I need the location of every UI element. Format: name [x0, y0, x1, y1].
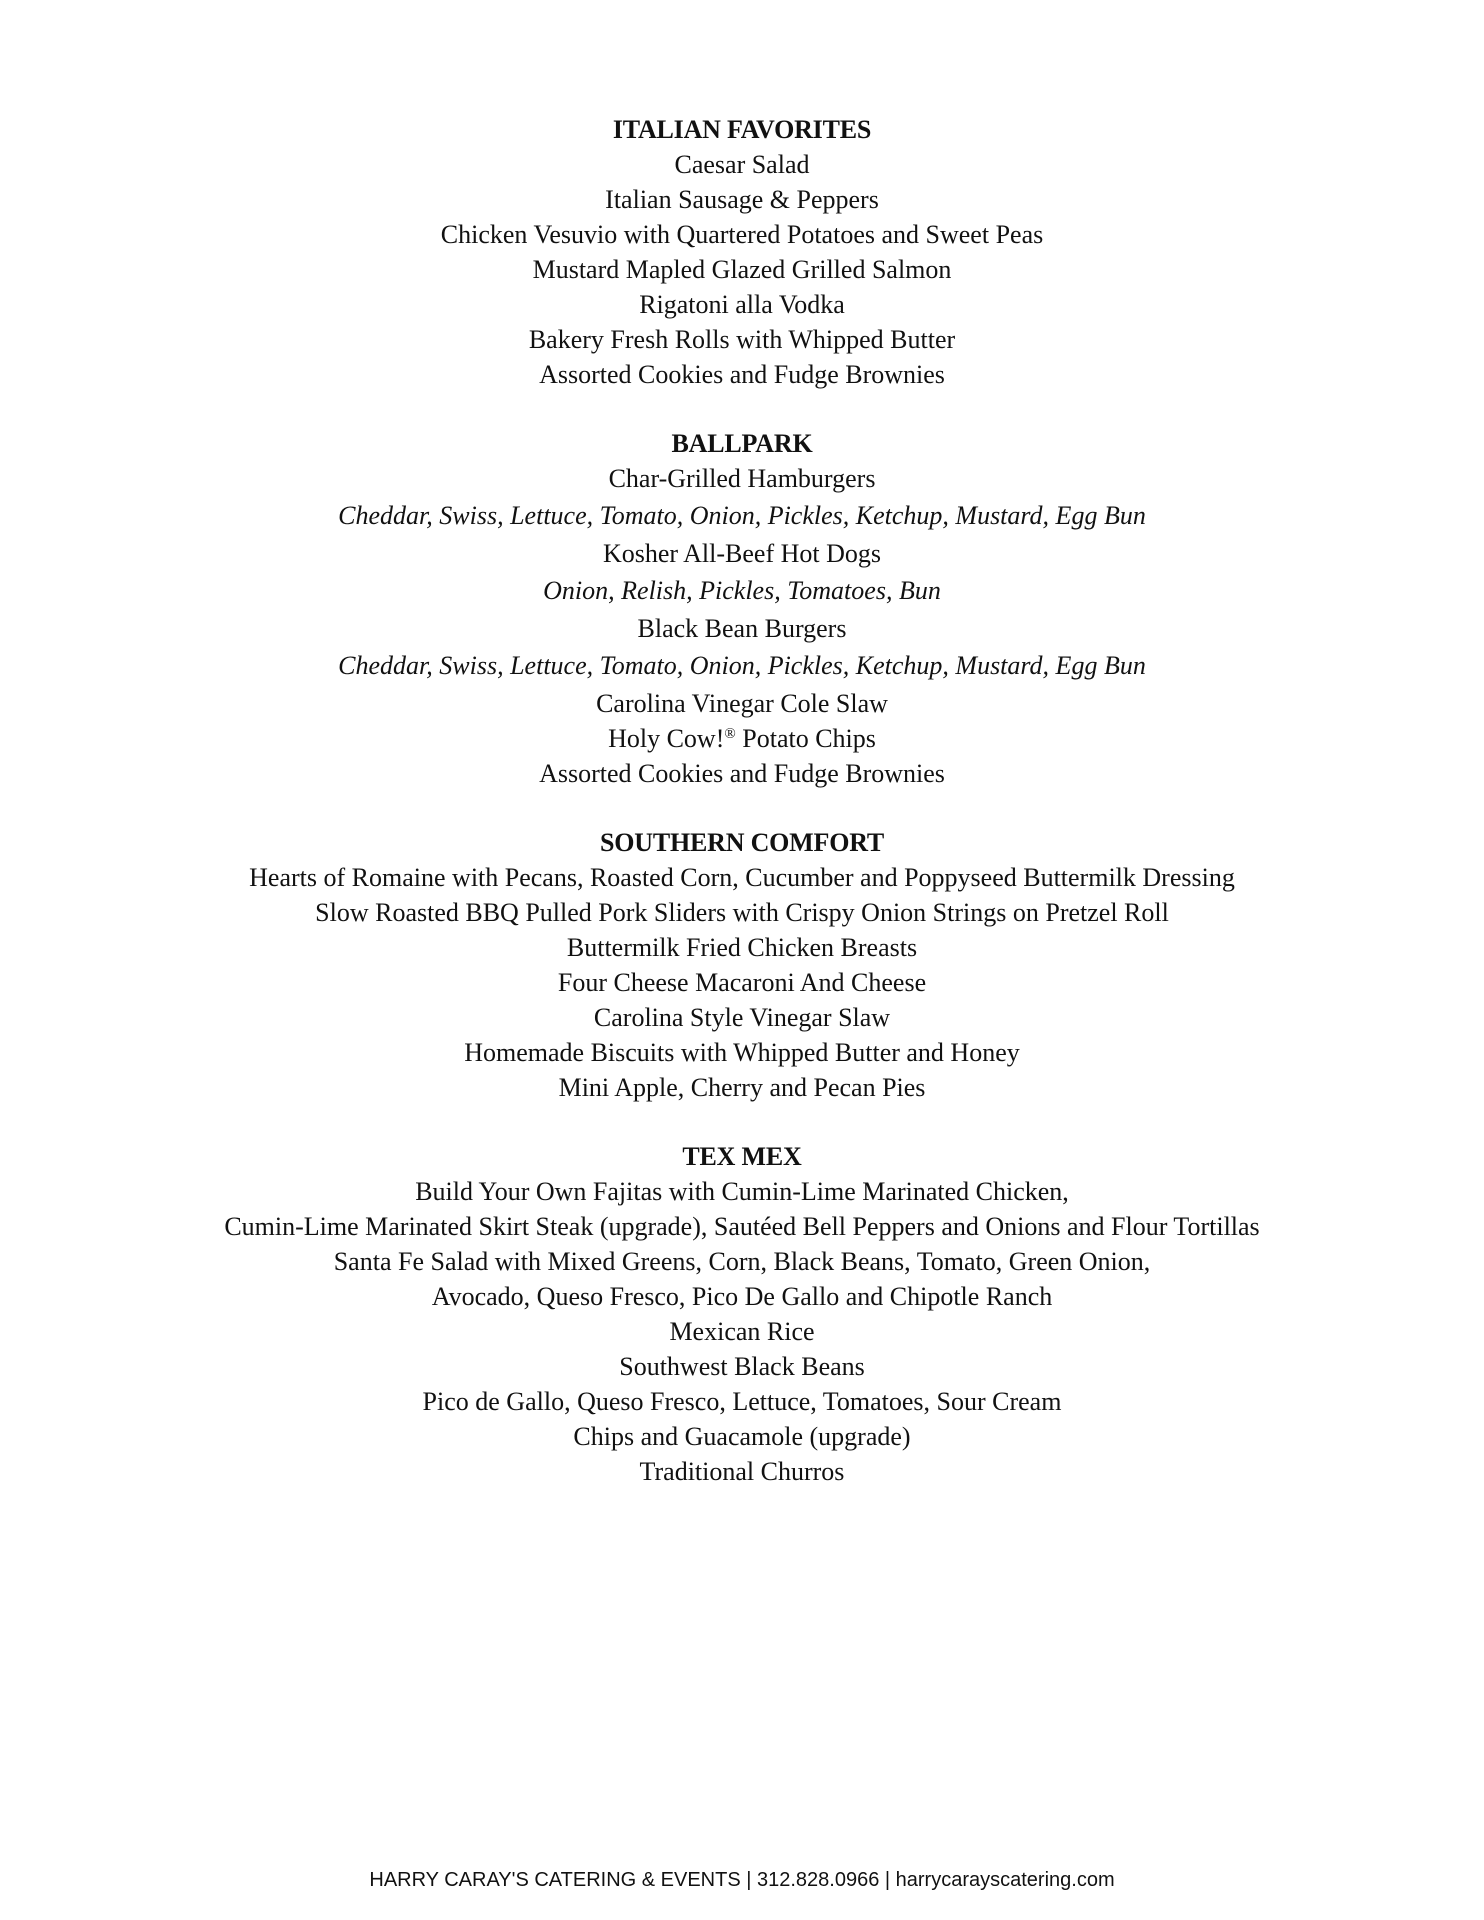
- brand-name: Holy Cow!: [608, 724, 725, 753]
- menu-item: Chips and Guacamole (upgrade): [573, 1422, 911, 1451]
- menu-item-toppings: Cheddar, Swiss, Lettuce, Tomato, Onion, Pickles, Ketchup, Mustard, Egg Bun: [338, 651, 1146, 680]
- menu-item: Mexican Rice: [669, 1317, 815, 1346]
- page-footer: HARRY CARAY'S CATERING & EVENTS | 312.828.0966 | harrycarayscatering.com: [369, 1869, 1115, 1891]
- menu-item: Buttermilk Fried Chicken Breasts: [566, 933, 918, 962]
- menu-item: Mini Apple, Cherry and Pecan Pies: [558, 1073, 926, 1102]
- menu-item: Assorted Cookies and Fudge Brownies: [539, 759, 945, 788]
- section-southern-comfort: [0, 825, 1484, 1105]
- menu-item: Cumin-Lime Marinated Skirt Steak (upgrade), Sautéed Bell Peppers and Onions and Flour Tortillas: [224, 1212, 1260, 1241]
- menu-item: Hearts of Romaine with Pecans, Roasted Corn, Cucumber and Poppyseed Buttermilk Dressing: [249, 863, 1235, 892]
- section-ballpark: [0, 426, 1484, 791]
- menu-item: Santa Fe Salad with Mixed Greens, Corn, Black Beans, Tomato, Green Onion,: [333, 1247, 1151, 1276]
- section-heading: BALLPARK: [671, 429, 813, 458]
- section-italian-favorites: [0, 112, 1484, 392]
- menu-item: Black Bean Burgers: [637, 614, 847, 643]
- menu-item-toppings: Cheddar, Swiss, Lettuce, Tomato, Onion, Pickles, Ketchup, Mustard, Egg Bun: [338, 501, 1146, 530]
- menu-item: Chicken Vesuvio with Quartered Potatoes and Sweet Peas: [440, 220, 1044, 249]
- menu-item: Bakery Fresh Rolls with Whipped Butter: [528, 325, 956, 354]
- menu-item: Carolina Vinegar Cole Slaw: [596, 689, 888, 718]
- menu-item: [0, 721, 1484, 756]
- menu-body: [0, 112, 1484, 1523]
- section-heading: ITALIAN FAVORITES: [612, 115, 872, 144]
- menu-item: Traditional Churros: [639, 1457, 845, 1486]
- menu-item: Pico de Gallo, Queso Fresco, Lettuce, Tomatoes, Sour Cream: [422, 1387, 1062, 1416]
- menu-item: Avocado, Queso Fresco, Pico De Gallo and Chipotle Ranch: [431, 1282, 1053, 1311]
- menu-item: Build Your Own Fajitas with Cumin-Lime Marinated Chicken,: [415, 1177, 1069, 1206]
- menu-item: Slow Roasted BBQ Pulled Pork Sliders with Crispy Onion Strings on Pretzel Roll: [315, 898, 1169, 927]
- menu-item: Carolina Style Vinegar Slaw: [593, 1003, 891, 1032]
- menu-item: Assorted Cookies and Fudge Brownies: [539, 360, 945, 389]
- menu-item: Caesar Salad: [674, 150, 810, 179]
- item-name: Potato Chips: [742, 724, 876, 753]
- menu-item: Char-Grilled Hamburgers: [608, 464, 876, 493]
- menu-item: Mustard Mapled Glazed Grilled Salmon: [532, 255, 952, 284]
- menu-item: Southwest Black Beans: [619, 1352, 865, 1381]
- menu-item-toppings: Onion, Relish, Pickles, Tomatoes, Bun: [543, 576, 941, 605]
- menu-item: Homemade Biscuits with Whipped Butter and Honey: [464, 1038, 1020, 1067]
- section-heading: SOUTHERN COMFORT: [599, 828, 885, 857]
- menu-item: Kosher All-Beef Hot Dogs: [602, 539, 881, 568]
- section-tex-mex: [0, 1139, 1484, 1489]
- menu-item: Italian Sausage & Peppers: [605, 185, 879, 214]
- section-heading: TEX MEX: [682, 1142, 802, 1171]
- registered-mark: ®: [724, 726, 736, 742]
- menu-item: Four Cheese Macaroni And Cheese: [557, 968, 927, 997]
- menu-item: Rigatoni alla Vodka: [639, 290, 845, 319]
